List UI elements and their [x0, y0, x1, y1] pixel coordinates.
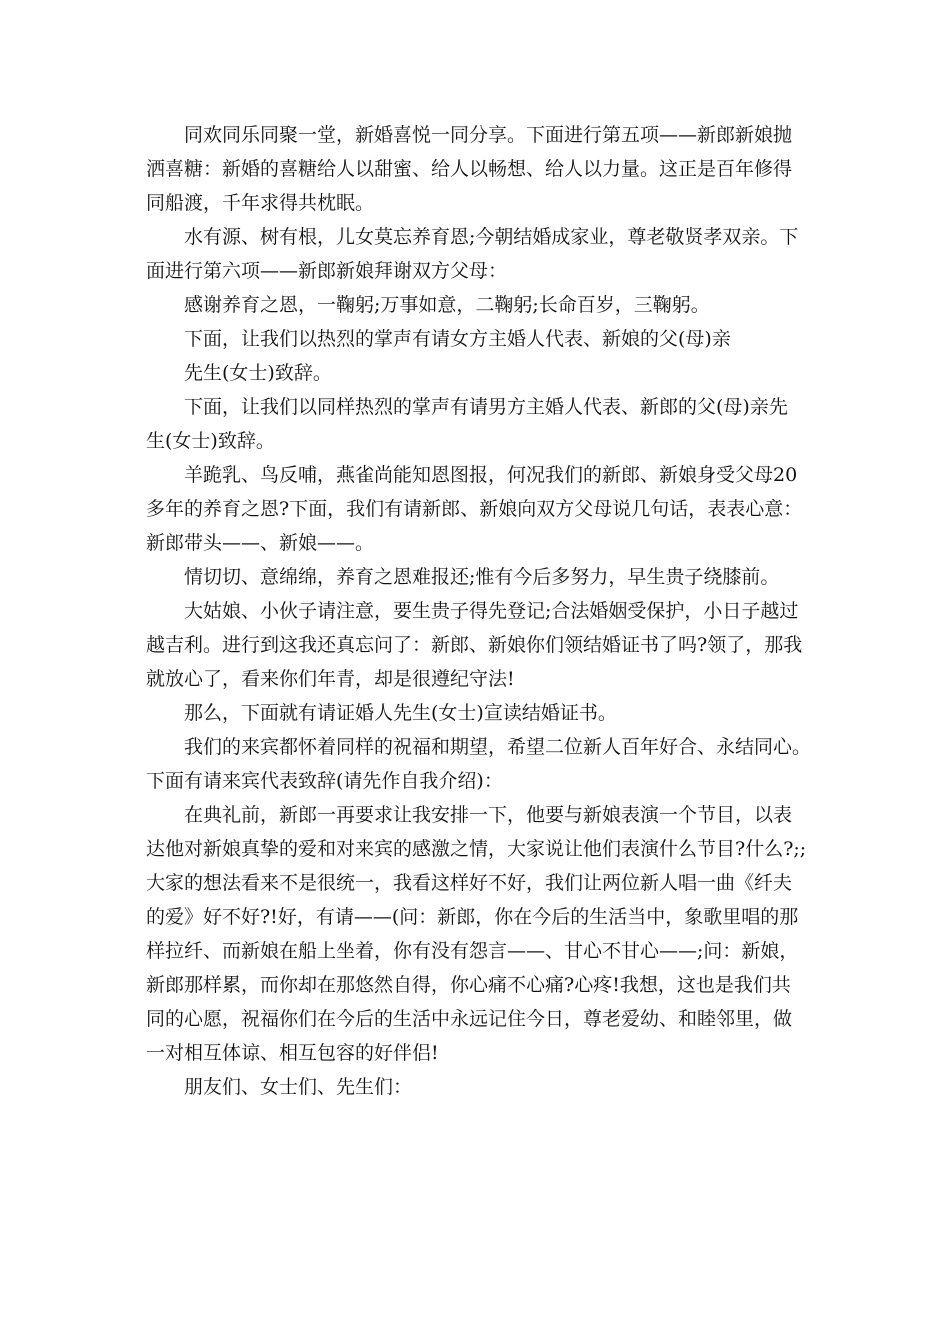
text-line: 多年的养育之恩?下面，我们有请新郎、新娘向双方父母说几句话，表表心意： — [146, 498, 803, 520]
paragraph — [146, 594, 806, 696]
paragraph — [146, 288, 806, 322]
text-line: 在典礼前，新郎一再要求让我安排一下，他要与新娘表演一个节目，以表 — [184, 804, 793, 826]
text-line: 同欢同乐同聚一堂，新婚喜悦一同分享。下面进行第五项——新郎新娘抛 — [184, 124, 793, 146]
text-line: 新郎带头——、新娘——。 — [146, 532, 375, 554]
text-line: 就放心了，看来你们年青，却是很遵纪守法! — [146, 668, 515, 690]
paragraph — [146, 458, 806, 560]
text-line: 的爱》好不好?!好，有请——(问：新郎，你在今后的生活当中，象歌里唱的那 — [146, 906, 799, 928]
text-line: 羊跪乳、鸟反哺，燕雀尚能知恩图报，何况我们的新郎、新娘身受父母20 — [184, 464, 798, 486]
text-line: 洒喜糖：新婚的喜糖给人以甜蜜、给人以畅想、给人以力量。这正是百年修得 — [146, 158, 793, 180]
text-line: 一对相互体谅、相互包容的好伴侣! — [146, 1042, 439, 1064]
text-line: 面进行第六项——新郎新娘拜谢双方父母： — [146, 260, 508, 282]
paragraph — [146, 220, 806, 288]
paragraph — [146, 1070, 806, 1104]
paragraph — [146, 390, 806, 458]
text-line: 水有源、树有根，儿女莫忘养育恩;今朝结婚成家业，尊老敬贤孝双亲。下 — [184, 226, 799, 248]
paragraph — [146, 118, 806, 220]
paragraph — [146, 696, 806, 730]
paragraph — [146, 322, 806, 356]
text-line: 大姑娘、小伙子请注意，要生贵子得先登记;合法婚姻受保护，小日子越过 — [184, 600, 799, 622]
text-line: 大家的想法看来不是很统一，我看这样好不好，我们让两位新人唱一曲《纤夫 — [146, 872, 793, 894]
text-line: 先生(女士)致辞。 — [184, 362, 332, 384]
text-line: 我们的来宾都怀着同样的祝福和期望，希望二位新人百年好合、永结同心。 — [184, 736, 812, 758]
text-line: 下面，让我们以热烈的掌声有请女方主婚人代表、新娘的父(母)亲 — [184, 328, 731, 350]
text-line: 同船渡，千年求得共枕眠。 — [146, 192, 375, 214]
text-line: 同的心愿，祝福你们在今后的生活中永远记住今日，尊老爱幼、和睦邻里，做 — [146, 1008, 793, 1030]
document-body — [146, 118, 812, 1104]
text-line: 新郎那样累，而你却在那悠然自得，你心痛不心痛?心疼!我想，这也是我们共 — [146, 974, 791, 996]
paragraph — [146, 560, 806, 594]
text-line: 朋友们、女士们、先生们： — [184, 1076, 413, 1098]
text-line: 越吉利。进行到这我还真忘问了：新郎、新娘你们领结婚证书了吗?领了，那我 — [146, 634, 803, 656]
text-line: 情切切、意绵绵，养育之恩难报还;惟有今后多努力，早生贵子绕膝前。 — [184, 566, 780, 588]
text-line: 生(女士)致辞。 — [146, 430, 275, 452]
text-line: 感谢养育之恩，一鞠躬;万事如意，二鞠躬;长命百岁，三鞠躬。 — [184, 294, 710, 316]
text-line: 下面，让我们以同样热烈的掌声有请男方主婚人代表、新郎的父(母)亲先 — [184, 396, 788, 418]
text-line: 达他对新娘真挚的爱和对来宾的感激之情，大家说让他们表演什么节目?什么?;; — [146, 838, 807, 860]
text-line: 样拉纤、而新娘在船上坐着，你有没有怨言——、甘心不甘心——;问：新娘， — [146, 940, 799, 962]
paragraph — [146, 798, 806, 1070]
text-line: 那么，下面就有请证婚人先生(女士)宣读结婚证书。 — [184, 702, 617, 724]
paragraph — [146, 356, 806, 390]
text-line: 下面有请来宾代表致辞(请先作自我介绍)： — [146, 770, 503, 792]
paragraph — [146, 730, 812, 798]
